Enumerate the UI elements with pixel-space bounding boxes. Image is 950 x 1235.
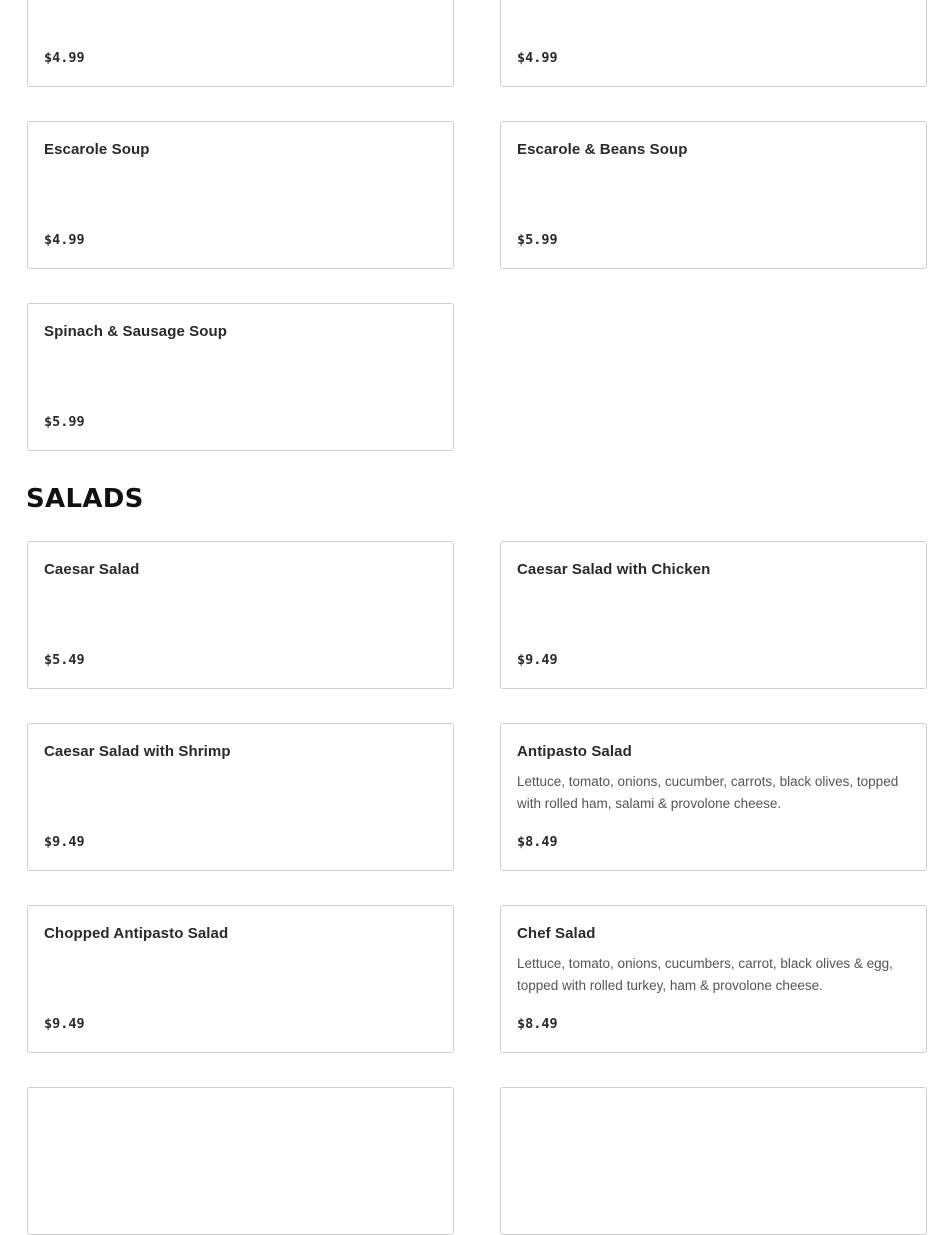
menu-item-name: Caesar Salad with Shrimp [44,743,231,760]
menu-item-card[interactable] [27,303,454,451]
menu-item-card[interactable] [27,1087,454,1235]
menu-item-card[interactable] [500,1087,927,1235]
menu-item-card[interactable] [500,723,927,871]
menu-item-card[interactable] [500,541,927,689]
menu-item-card[interactable] [27,0,454,87]
menu-item-price: $5.49 [44,652,85,668]
menu-item-price: $9.49 [44,1016,85,1032]
menu-item-name: Spinach & Sausage Soup [44,323,228,340]
menu-item-name: Escarole Soup [44,141,150,158]
menu-item-price: $4.99 [44,50,85,66]
menu-item-price: $4.99 [44,232,85,248]
menu-item-name: Chopped Antipasto Salad [44,925,229,942]
menu-item-card[interactable] [27,723,454,871]
menu-item-card[interactable] [500,905,927,1053]
menu-item-price: $8.49 [517,1016,558,1032]
menu-item-description: Lettuce, tomato, onions, cucumbers, carrot, black olives & egg, topped with rolled turkey, ham & provolone cheese. [517,956,893,993]
menu-item-price: $5.99 [517,232,558,248]
menu-item-price: $5.99 [44,414,85,430]
menu-item-card[interactable] [27,121,454,269]
menu-item-name: Chef Salad [517,925,596,942]
section-title-salads: SALADS [26,484,144,514]
menu-item-card[interactable] [27,541,454,689]
menu-item-name: Escarole & Beans Soup [517,141,688,158]
menu-item-card[interactable] [500,121,927,269]
menu-item-name: Caesar Salad with Chicken [517,561,711,578]
menu-item-price: $9.49 [517,652,558,668]
menu-item-price: $8.49 [517,834,558,850]
menu-item-name: Caesar Salad [44,561,140,578]
menu-item-price: $4.99 [517,50,558,66]
menu-item-price: $9.49 [44,834,85,850]
menu-item-card[interactable] [27,905,454,1053]
menu-item-name: Antipasto Salad [517,743,632,760]
menu-item-card[interactable] [500,0,927,87]
menu-item-description: Lettuce, tomato, onions, cucumber, carrots, black olives, topped with rolled ham, salami & provolone cheese. [517,774,899,811]
